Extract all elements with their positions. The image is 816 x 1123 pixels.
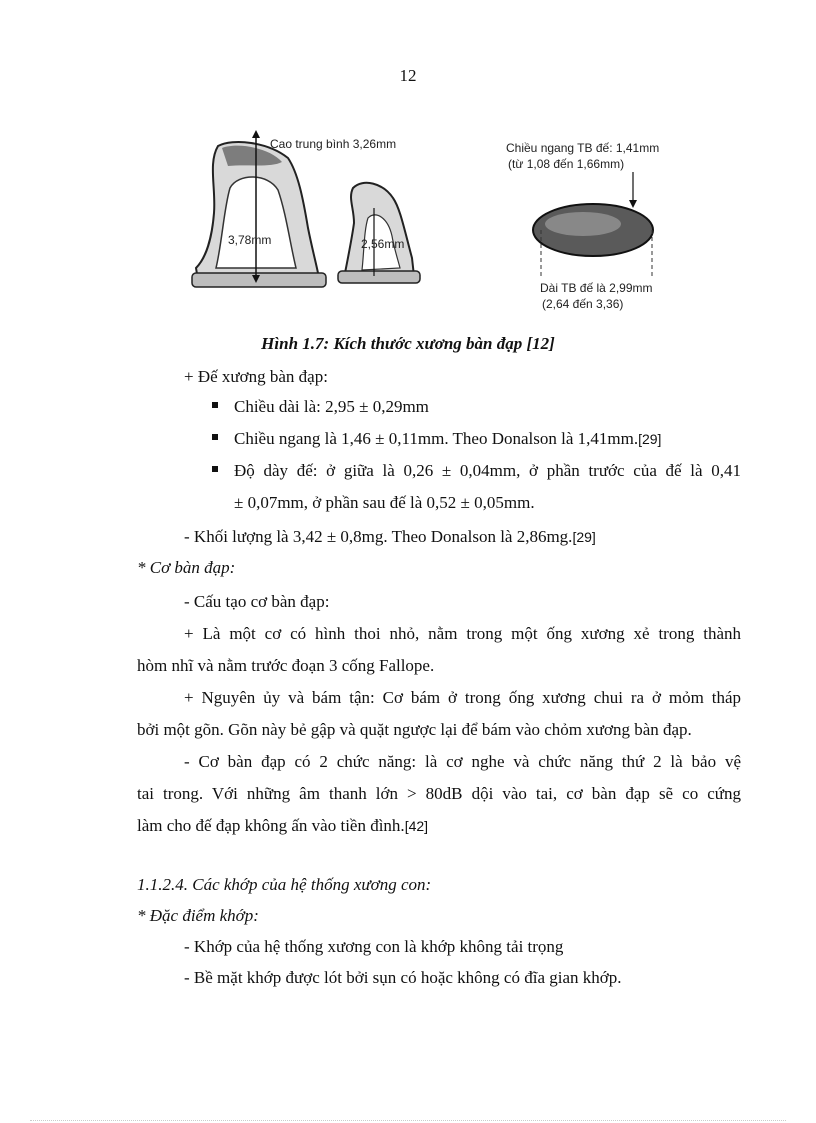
base-item-length: Chiều dài là: 2,95 ± 0,29mm: [234, 397, 429, 416]
bullet-icon: [212, 402, 218, 408]
base-heading: + Đế xương bàn đạp:: [184, 367, 328, 386]
muscle-p3-line3-text: làm cho đế đạp không ấn vào tiền đình.: [137, 816, 405, 835]
joint-item-2: - Bề mặt khớp được lót bởi sụn có hoặc không có đĩa gian khớp.: [184, 968, 622, 987]
footplate-view: [533, 172, 653, 276]
bullet-icon: [212, 466, 218, 472]
label-height-avg: Cao trung bình 3,26mm: [270, 137, 397, 151]
muscle-heading: * Cơ bàn đạp:: [137, 558, 236, 577]
stapes-front-view: [192, 130, 326, 287]
stapes-drawing: [178, 128, 698, 328]
muscle-p2-line1: + Nguyên ủy và bám tận: Cơ bám ở trong ống xương chui ra ở mỏm tháp: [184, 688, 741, 707]
base-item-thickness-line2: ± 0,07mm, ở phần sau đế là 0,52 ± 0,05mm.: [234, 493, 535, 512]
bullet-icon: [212, 434, 218, 440]
citation: [29]: [572, 529, 596, 545]
label-width-line1: Chiều ngang TB đế: 1,41mm: [506, 141, 660, 155]
mass-line: [184, 527, 596, 547]
muscle-p3-line3: [137, 816, 428, 836]
stapes-figure: [178, 128, 698, 328]
section-heading: 1.1.2.4. Các khớp của hệ thống xương con:: [137, 875, 432, 894]
arrow-down-icon: [629, 200, 637, 208]
figure-caption: Hình 1.7: Kích thước xương bàn đạp [12]: [261, 334, 555, 353]
stapes-side-view: [338, 183, 420, 283]
muscle-p1-line2: hòm nhĩ và nằm trước đoạn 3 cống Fallope.: [137, 656, 435, 675]
citation: [42]: [404, 818, 429, 834]
page-number: 12: [399, 66, 417, 85]
page-bottom-rule: [30, 1120, 786, 1121]
label-length-line1: Dài TB đế là 2,99mm: [540, 281, 653, 295]
citation: [29]: [638, 431, 662, 447]
base-item-width-text: Chiều ngang là 1,46 ± 0,11mm. Theo Donalson là 1,41mm.: [234, 429, 639, 448]
joint-item-1: - Khớp của hệ thống xương con là khớp không tải trọng: [184, 937, 564, 956]
muscle-p3-line2: tai trong. Với những âm thanh lớn > 80dB dội vào tai, cơ bàn đạp sẽ co cứng: [137, 784, 741, 803]
label-width-line2: (từ 1,08 đến 1,66mm): [508, 157, 625, 171]
muscle-p3-line1: - Cơ bàn đạp có 2 chức năng: là cơ nghe và chức năng thứ 2 là bảo vệ: [184, 752, 741, 771]
joint-heading: * Đặc điểm khớp:: [137, 906, 259, 925]
muscle-structure-heading: - Cấu tạo cơ bàn đạp:: [184, 592, 330, 611]
label-left-height: 3,78mm: [228, 233, 272, 247]
muscle-p2-line2: bởi một gõn. Gõn này bẻ gập và quặt ngược lại để bám vào chỏm xương bàn đạp.: [137, 720, 692, 739]
muscle-p1-line1: + Là một cơ có hình thoi nhỏ, nằm trong một ống xương xẻ trong thành: [184, 624, 741, 643]
base-item-width: [234, 429, 661, 449]
base-item-thickness-line1: Độ dày đế: ở giữa là 0,26 ± 0,04mm, ở phần trước của đế là 0,41: [234, 461, 741, 480]
label-mid-height: 2,56mm: [361, 237, 405, 251]
arrow-up-icon: [252, 130, 260, 138]
mass-text: - Khối lượng là 3,42 ± 0,8mg. Theo Donalson là 2,86mg.: [184, 527, 573, 546]
label-length-line2: (2,64 đến 3,36): [542, 297, 624, 311]
